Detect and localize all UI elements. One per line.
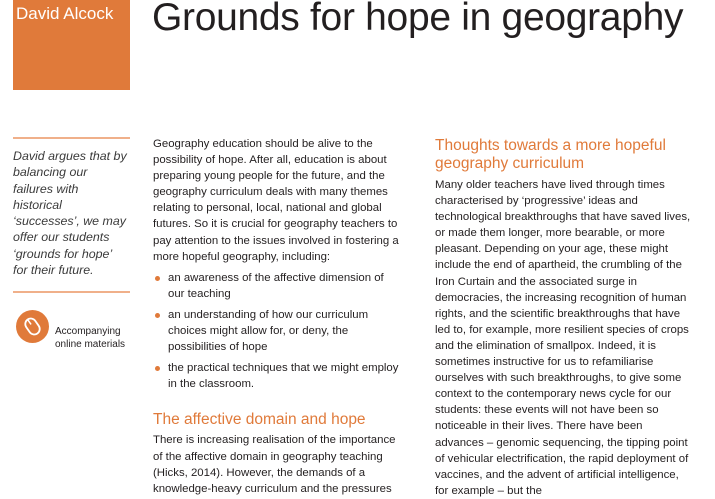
column-2 bbox=[435, 137, 691, 499]
section-heading-affective: The affective domain and hope bbox=[153, 411, 366, 429]
accompanying-line1: Accompanying bbox=[55, 326, 121, 337]
mouse-icon[interactable] bbox=[16, 310, 49, 343]
bullet-dot-icon bbox=[155, 276, 160, 281]
section-heading-hopeful: Thoughts towards a more hopeful geography curriculum bbox=[435, 137, 666, 172]
author-name: David Alcock bbox=[16, 4, 114, 23]
column-1 bbox=[153, 136, 399, 497]
bullet-item: the practical techniques that we might employ in the classroom. bbox=[153, 360, 399, 392]
standfirst: David argues that by balancing our failures with historical ‘successes’, we may offer our students ‘grounds for hope’ for their future. bbox=[13, 149, 127, 278]
bullet-item: an understanding of how our curriculum choices might allow for, or deny, the possibilities of hope bbox=[153, 307, 399, 355]
author-box bbox=[13, 0, 130, 90]
standfirst-top-rule bbox=[13, 137, 130, 139]
bullet-item: an awareness of the affective dimension of our teaching bbox=[153, 270, 399, 302]
intro-paragraph: Geography education should be alive to the possibility of hope. After all, education is about preparing young people for the future, and the geography curriculum deals with many themes relating to personal, local, national and global futures. So it is crucial for geography teachers to pay attention to the issues involved in fostering a more hopeful geography, including: bbox=[153, 138, 399, 263]
bullet-dot-icon bbox=[155, 366, 160, 371]
standfirst-bottom-rule bbox=[13, 291, 130, 293]
affective-paragraph: There is increasing realisation of the importance of the affective domain in geography teaching (Hicks, 2014). However, the demands of a knowledge-heavy curriculum and the pressures bbox=[153, 434, 396, 495]
accompanying-materials-link[interactable] bbox=[55, 325, 125, 351]
bullet-dot-icon bbox=[155, 313, 160, 318]
bullet-list bbox=[153, 270, 399, 393]
accompanying-line2: online materials bbox=[55, 339, 126, 350]
hopeful-paragraph: Many older teachers have lived through times characterised by ‘progressive’ ideas and technological breakthroughs that have saved lives, or made them longer, more bearable, or more pleasant. Depending on your age, these might include the end of apartheid, the crumbling of the Iron Curtain and the associated surge in democracies, the increasing recognition of human rights, and the scientific breakthroughs that have led to, for example, more resilient species of crops and the elimination of smallpox. Indeed, it is sometimes instructive for us to refamiliarise ourselves with such breakthroughs, to give some context to the contemporary news cycle for our students: these events will not have been so noticeable in their lives. There have been advances – genomic sequencing, the tipping point of vehicular electrification, the rapid deployment of vaccines, and the advent of artificial intelligence, for example – but the bbox=[435, 179, 691, 497]
page-title: Grounds for hope in geography bbox=[152, 0, 684, 39]
